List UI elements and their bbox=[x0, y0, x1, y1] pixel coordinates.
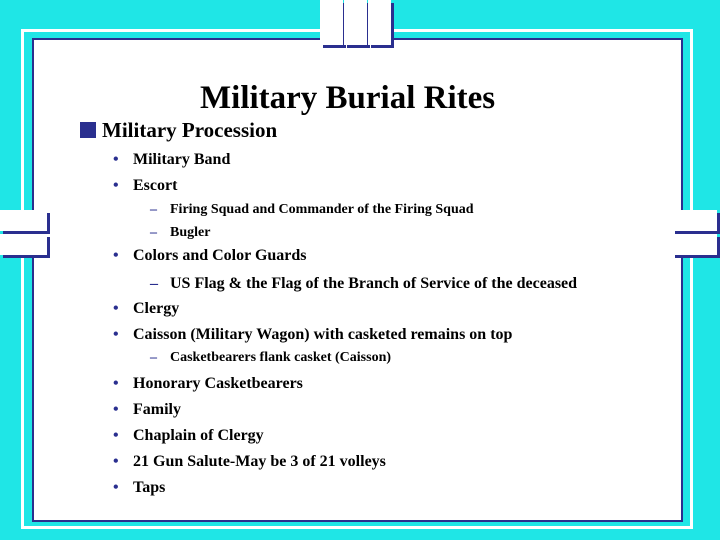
section-heading bbox=[80, 118, 277, 143]
bullet-icon: • bbox=[113, 375, 119, 392]
top-block-3 bbox=[368, 0, 394, 48]
bullet-icon: • bbox=[113, 479, 119, 496]
bullet-icon: • bbox=[113, 177, 119, 194]
square-bullet-icon bbox=[80, 122, 96, 138]
top-block-2 bbox=[344, 0, 370, 48]
bullet-icon: • bbox=[113, 427, 119, 444]
dash-bullet-icon: – bbox=[150, 275, 158, 292]
slide-title: Military Burial Rites bbox=[200, 80, 496, 116]
bullet-icon: • bbox=[113, 151, 119, 168]
bullet-icon: • bbox=[113, 401, 119, 418]
left-block-1 bbox=[0, 210, 50, 234]
left-block-2 bbox=[0, 234, 50, 258]
right-block-1 bbox=[672, 210, 720, 234]
dash-bullet-icon: – bbox=[150, 202, 157, 217]
dash-bullet-icon: – bbox=[150, 225, 157, 240]
bullet-icon: • bbox=[113, 326, 119, 343]
bullet-icon: • bbox=[113, 300, 119, 317]
section-heading-label: Military Procession bbox=[102, 118, 278, 142]
bullet-icon: • bbox=[113, 247, 119, 264]
right-block-2 bbox=[672, 234, 720, 258]
bullet-icon: • bbox=[113, 453, 119, 470]
top-block-1 bbox=[320, 0, 346, 48]
dash-bullet-icon: – bbox=[150, 350, 157, 365]
